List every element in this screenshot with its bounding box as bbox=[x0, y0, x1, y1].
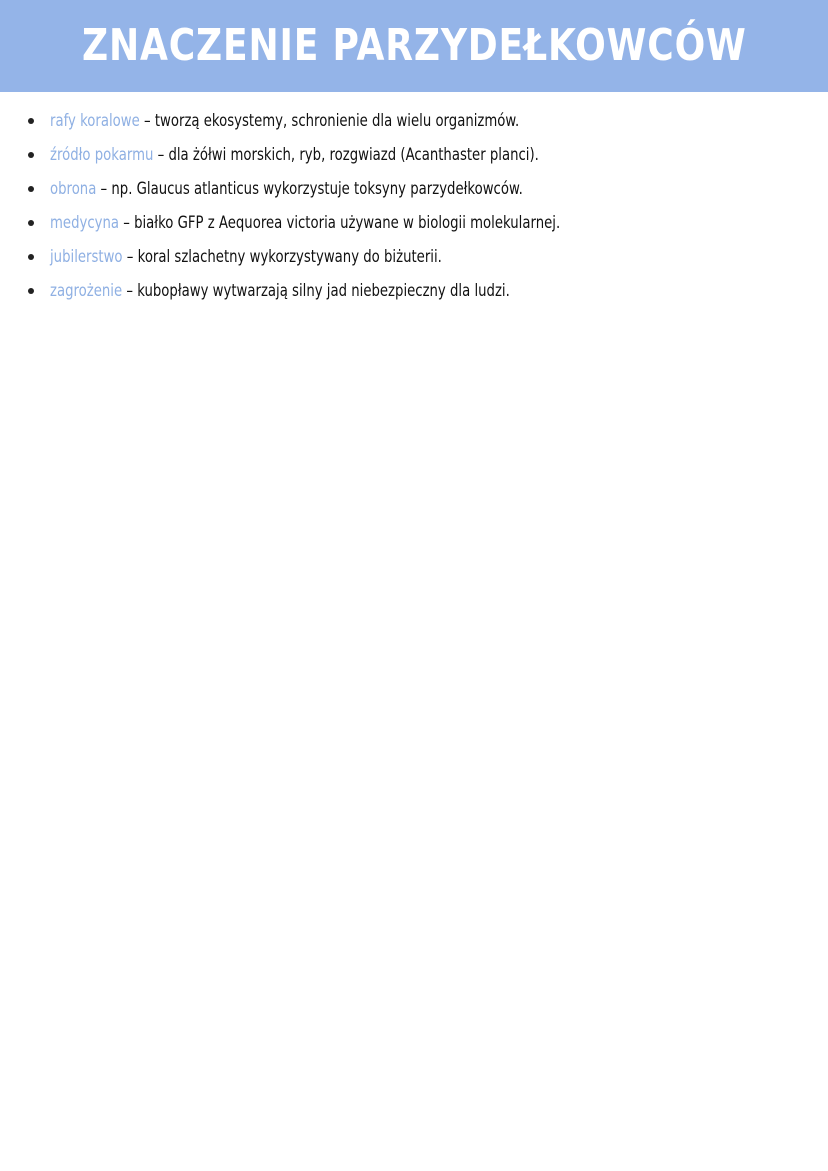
list-item-text bbox=[50, 145, 539, 165]
list-item bbox=[28, 172, 808, 206]
bullet-icon bbox=[28, 254, 34, 260]
list-item bbox=[28, 206, 808, 240]
list-item-text bbox=[50, 111, 519, 131]
list-item bbox=[28, 104, 808, 138]
list-item-description: – np. Glaucus atlanticus wykorzystuje toksyny parzydełkowców. bbox=[96, 179, 523, 199]
list-item-description: – kubopławy wytwarzają silny jad niebezpieczny dla ludzi. bbox=[122, 281, 510, 301]
list-item-term: medycyna bbox=[50, 213, 120, 233]
list-item-description: – dla żółwi morskich, ryb, rozgwiazd (Acanthaster planci). bbox=[153, 145, 539, 165]
page-title: ZNACZENIE PARZYDEŁKOWCÓW bbox=[81, 19, 747, 71]
list-item-text bbox=[50, 213, 560, 233]
list-item-term: obrona bbox=[50, 179, 97, 199]
list-item-description: – tworzą ekosystemy, schronienie dla wielu organizmów. bbox=[139, 111, 520, 131]
list-item-term: jubilerstwo bbox=[50, 247, 123, 267]
title-banner bbox=[0, 0, 828, 92]
list-item-description: – koral szlachetny wykorzystywany do biżuterii. bbox=[122, 247, 442, 267]
list-item bbox=[28, 138, 808, 172]
bullet-icon bbox=[28, 186, 34, 192]
list-item-term: źródło pokarmu bbox=[50, 145, 154, 165]
significance-list bbox=[28, 104, 808, 308]
list-item-term: rafy koralowe bbox=[50, 111, 140, 131]
bullet-icon bbox=[28, 152, 34, 158]
list-item-description: – białko GFP z Aequorea victoria używane w biologii molekularnej. bbox=[119, 213, 561, 233]
bullet-icon bbox=[28, 220, 34, 226]
list-item-text bbox=[50, 179, 523, 199]
bullet-icon bbox=[28, 118, 34, 124]
list-item bbox=[28, 274, 808, 308]
list-item-text bbox=[50, 281, 510, 301]
list-item-term: zagrożenie bbox=[50, 281, 123, 301]
list-item-text bbox=[50, 247, 442, 267]
list-item bbox=[28, 240, 808, 274]
bullet-icon bbox=[28, 288, 34, 294]
